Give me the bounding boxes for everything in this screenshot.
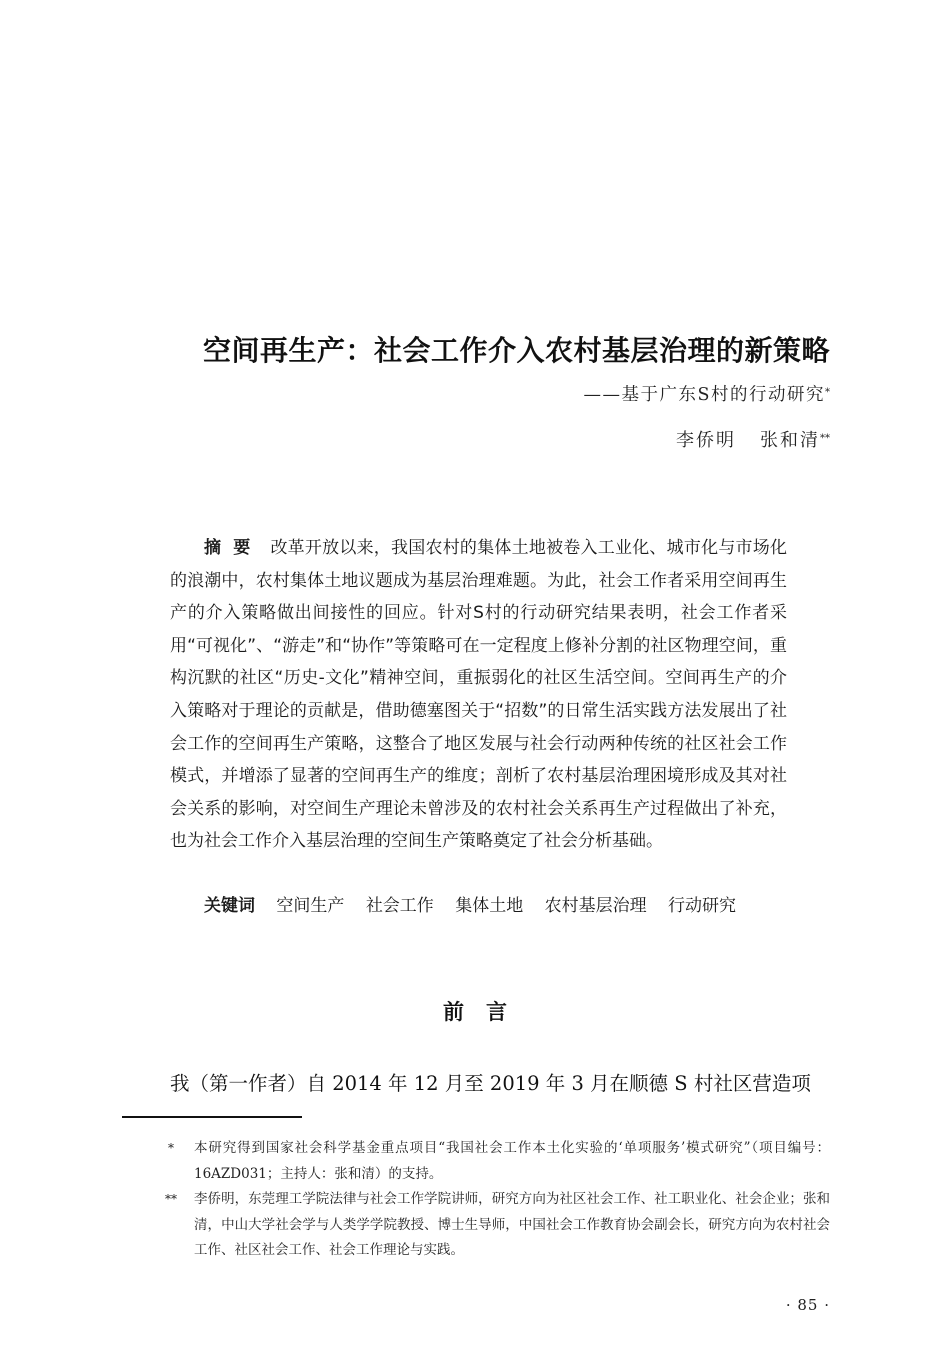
article-subtitle (584, 380, 831, 410)
keyword: 社会工作 (365, 896, 434, 916)
subtitle-footnote-mark[interactable]: * (825, 387, 830, 398)
author-name: 张和清 (760, 430, 820, 451)
author-line (676, 426, 830, 456)
keyword: 空间生产 (276, 896, 345, 916)
author-name: 李侨明 (676, 430, 736, 451)
keywords (204, 890, 752, 922)
page-number: · 85 · (785, 1296, 830, 1314)
keyword: 行动研究 (668, 896, 737, 916)
subtitle-text: ——基于广东S村的行动研究 (583, 385, 825, 405)
footnote-text: 本研究得到国家社会科学基金重点项目“我国社会工作本土化实验的‘单项服务’模式研究”（项目编号：16AZD031；主持人：张和清）的支持。 (194, 1140, 830, 1182)
abstract-text: 改革开放以来，我国农村的集体土地被卷入工业化、城市化与市场化的浪潮中，农村集体土地议题成为基层治理难题。为此，社会工作者采用空间再生产的介入策略做出间接性的回应。针对S村的行动研究结果表明，社会工作者采用“可视化”、“游走”和“协作”等策略可在一定程度上修补分割的社区物理空间，重构沉默的社区“历史-文化”精神空间，重振弱化的社区生活空间。空间再生产的介入策略对于理论的贡献是，借助德塞图关于“招数”的日常生活实践方法发展出了社会工作的空间再生产策略，这整合了地区发展与社会行动两种传统的社区社会工作模式，并增添了显著的空间再生产的维度；剖析了农村基层治理困境形成及其对社会关系的影响，对空间生产理论未曾涉及的农村社会关系再生产过程做出了补充，也为社会工作介入基层治理的空间生产策略奠定了社会分析基础。 (170, 538, 788, 852)
section-heading: 前言 (443, 1000, 529, 1024)
body-paragraph: 我（第一作者）自 2014 年 12 月至 2019 年 3 月在顺德 S 村社区营造项 (170, 1072, 811, 1095)
article-title: 空间再生产：社会工作介入农村基层治理的新策略 (202, 333, 830, 367)
abstract-label: 摘要 (204, 538, 263, 558)
author-footnote-mark[interactable]: ** (820, 433, 830, 444)
footnote-text: 李侨明，东莞理工学院法律与社会工作学院讲师，研究方向为社区社会工作、社工职业化、社会企业；张和清，中山大学社会学与人类学学院教授、博士生导师，中国社会工作教育协会副会长，研究方向为农村社会工作、社区社会工作、社会工作理论与实践。 (194, 1191, 830, 1258)
footnote (150, 1136, 830, 1187)
keyword: 农村基层治理 (544, 896, 647, 916)
keyword: 集体土地 (455, 896, 524, 916)
footnote (150, 1187, 830, 1264)
footnotes (150, 1136, 830, 1264)
abstract (170, 532, 787, 858)
footnote-mark: ** (165, 1192, 177, 1206)
footnote-divider (122, 1116, 302, 1118)
keywords-label: 关键词 (204, 896, 255, 916)
footnote-mark: * (168, 1141, 174, 1155)
